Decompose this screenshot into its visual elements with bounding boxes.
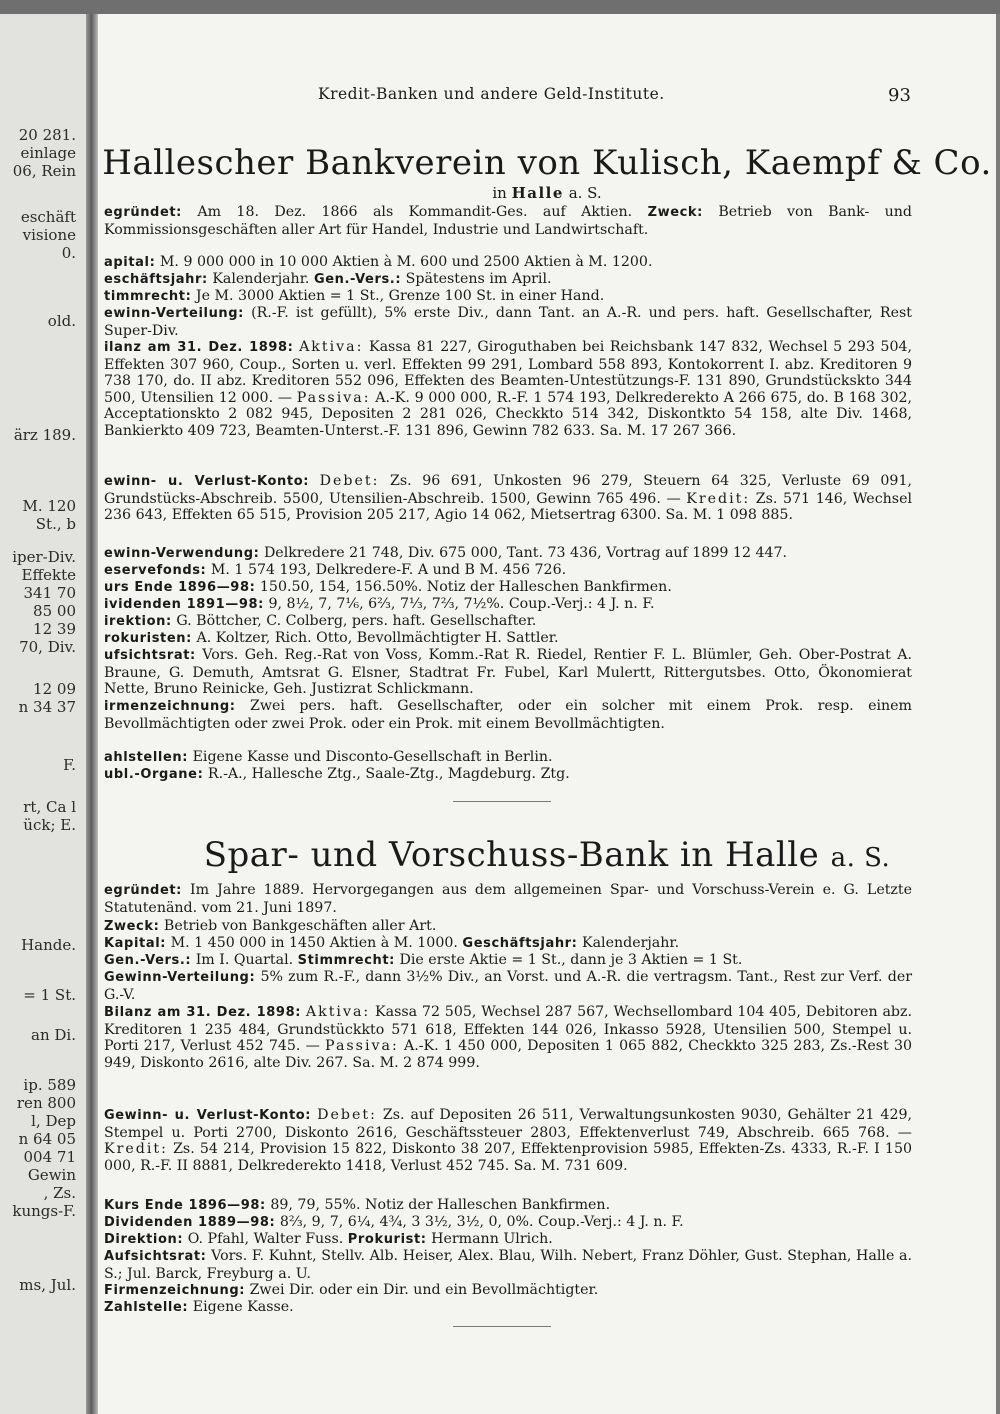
bank2-entry-balance: [104, 1004, 912, 1071]
entry-text: O. Pfahl, Walter Fuss.: [187, 1231, 344, 1247]
bank1-entry-directors: [104, 613, 912, 631]
entry-label: Bilanz am 31. Dez. 1898:: [104, 1005, 302, 1020]
entry-label: irektion:: [104, 614, 172, 629]
entry-label: urs Ende 1896—98:: [104, 580, 256, 595]
entry-label: Kurs Ende 1896—98:: [104, 1198, 266, 1213]
entry-text: 5% zum R.-F., dann 3½% Div., an Vorst. und A.-R. die vertragsm. Tant., Rest zur Verf. der G.-V.: [104, 969, 912, 1003]
entry-text: Je M. 3000 Aktien = 1 St., Grenze 100 St. in einer Hand.: [195, 288, 605, 304]
entry-text: A.-K. 9 000 000, R.-F. 1 574 193, Delkrederekto A 266 675, do. B 168 302, Acceptationskto 2 082 945, Depositen 2 281 026, Checkkto 514 342, Diskontkto 54 158, alte Div. 1468, Bankierkto 409 723, Beamten-Unterst.-F. 131 896, Gewinn 782 633. Sa. M. 17 267 366.: [104, 389, 913, 439]
entry-text: R.-A., Hallesche Ztg., Saale-Ztg., Magdeburg. Ztg.: [207, 766, 570, 782]
entry-text: (R.-F. ist gefüllt), 5% erste Div., dann Tant. an A.-R. und pers. haft. Gesellschafter, Rest Super-Div.: [104, 305, 912, 339]
aktiva-word: Aktiva:: [299, 339, 364, 355]
book-gutter: [86, 14, 98, 1414]
bank2-title-text: Spar- und Vorschuss-Bank in Halle: [203, 835, 820, 875]
entry-label: ewinn-Verteilung:: [104, 306, 244, 321]
bank1-title: Hallescher Bankverein von Kulisch, Kaempf & Co.: [102, 143, 992, 183]
bank2-entry-general-meeting: [104, 952, 912, 970]
entry-label: eservefonds:: [104, 563, 207, 578]
bank1-entry-profit-use: [104, 545, 912, 563]
entry-text: M. 1 574 193, Delkredere-F. A und B M. 456 726.: [210, 562, 567, 578]
margin-fragment: , Zs.: [43, 1184, 76, 1202]
entry-text: Kalenderjahr.: [212, 271, 310, 287]
bank1-entry-capital: [104, 254, 912, 272]
entry-label: Dividenden 1889—98:: [104, 1215, 276, 1230]
margin-fragment: St., b: [35, 515, 76, 533]
margin-fragment: n 64 05: [18, 1130, 76, 1148]
entry-text: A.-K. 1 450 000, Depositen 1 065 882, Checkkto 325 283, Zs.-Rest 30 949, Diskonto 2616, alte Div. 267. Sa. M. 2 874 999.: [104, 1038, 912, 1071]
bank2-entry-founded: [104, 882, 912, 916]
margin-fragment: Effekte: [21, 566, 76, 584]
entry-text: Zwei pers. haft. Gesellschafter, oder ein solcher mit einem Prok. resp. einem Bevollmächtigten oder zwei Prok. oder ein Prok. mit einem Bevollmächtigten.: [104, 698, 912, 732]
entry-text: Zs. 54 214, Provision 15 822, Diskonto 38 207, Effektenprovision 5985, Effekten-Zs. 4333, R.-F. I 150 000, R.-F. II 8881, Delkrederekto 1418, Verlust 452 745. Sa. M. 731 609.: [104, 1141, 913, 1174]
entry-label: apital:: [104, 255, 156, 270]
entry-label: rokuristen:: [104, 631, 192, 646]
entry-text: Zs. 96 691, Unkosten 96 279, Steuern 64 325, Verluste 69 091, Grundstücks-Abschreib. 5500, Utensilien-Abschreib. 1500, Gewinn 765 496. —: [104, 473, 912, 507]
margin-fragment: Gewin: [27, 1166, 76, 1184]
entry-label: irmenzeichnung:: [104, 699, 236, 714]
entry-text: Vors. F. Kuhnt, Stellv. Alb. Heiser, Alex. Blau, Wilh. Nebert, Franz Döhler, Gust. Stephan, Halle a. S.; Jul. Barck, Freyburg a. U.: [104, 1248, 912, 1282]
bank1-entry-supervisory-board: [104, 647, 912, 698]
page-number: 93: [888, 85, 911, 106]
entry-label: egründet:: [104, 205, 182, 220]
bank2-entry-share-price: [104, 1197, 912, 1215]
facing-page-margin: [0, 14, 86, 1414]
margin-fragment: einlage: [20, 144, 76, 162]
running-head: Kredit-Banken und andere Geld-Institute.: [318, 85, 665, 103]
bank1-entry-fiscal-year: [104, 271, 912, 289]
bank1-city-prefix: in: [492, 184, 507, 202]
entry-label: Zahlstelle:: [104, 1300, 189, 1315]
bank1-location: [98, 184, 996, 202]
margin-fragment: n 34 37: [18, 698, 76, 716]
margin-fragment: l, Dep: [31, 1112, 76, 1130]
margin-fragment: ück; E.: [23, 816, 76, 834]
entry-label: ewinn-Verwendung:: [104, 546, 260, 561]
entry-text: Zs. auf Depositen 26 511, Verwaltungsunkosten 9030, Gehälter 21 429, Stempel u. Porti 2700, Diskonto 2616, Geschäftssteuer 2803, Effektenverlust 749, Abschreib. 665 768. —: [104, 1107, 913, 1141]
margin-fragment: kungs-F.: [12, 1202, 76, 1220]
margin-fragment: ärz 189.: [13, 426, 76, 444]
entry-text: Vors. Geh. Reg.-Rat von Voss, Komm.-Rat R. Riedel, Rentier F. L. Blümler, Geh. Ober-Postrat A. Braune, G. Demuth, Amtsrat G. Elsner, Stadtrat Fr. Fubel, Karl Mulertt, Rittergutsbes. Otto, Ökonomierat Nette, Bruno Reinicke, Geh. Justizrat Schlickmann.: [104, 647, 912, 698]
entry-text: Am 18. Dez. 1866 als Kommandit-Ges. auf Aktien.: [197, 204, 633, 220]
kredit-word: Kredit:: [104, 1141, 168, 1158]
entry-text: Zwei Dir. oder ein Dir. und ein Bevollmächtigter.: [249, 1282, 599, 1298]
entry-text: Delkredere 21 748, Div. 675 000, Tant. 73 436, Vortrag auf 1899 12 447.: [263, 545, 788, 561]
entry-label: ubl.-Organe:: [104, 767, 204, 782]
entry-text: Die erste Aktie = 1 St., dann je 3 Aktien = 1 St.: [399, 952, 743, 968]
bank2-title: [98, 835, 996, 878]
scan-right-edge: [996, 14, 1000, 1414]
bank1-entry-signatures: [104, 698, 912, 732]
bank1-city: Halle: [511, 184, 564, 202]
bank2-entry-capital: [104, 935, 912, 953]
entry-label: eschäftsjahr:: [104, 272, 208, 287]
entry-text: Spätestens im April.: [405, 271, 552, 287]
margin-fragment: visione: [22, 226, 76, 244]
margin-fragment: ms, Jul.: [19, 1276, 76, 1294]
entry-text: 8⅔, 9, 7, 6¼, 4¾, 3 3½, 3½, 0, 0%. Coup.-Verj.: 4 J. n. F.: [279, 1214, 684, 1230]
kredit-word: Kredit:: [686, 490, 751, 507]
entry-text: G. Böttcher, C. Colberg, pers. haft. Gesellschafter.: [176, 613, 537, 629]
bank2-entry-purpose: [104, 918, 912, 936]
margin-fragment: an Di.: [31, 1026, 76, 1044]
margin-fragment: 0.: [61, 244, 76, 262]
entry-label: ahlstellen:: [104, 750, 189, 765]
entry-label: ividenden 1891—98:: [104, 597, 264, 612]
margin-fragment: 12 39: [33, 620, 76, 638]
margin-fragment: ren 800: [16, 1094, 76, 1112]
margin-fragment: Hande.: [21, 936, 76, 954]
entry-label: Zweck:: [647, 205, 703, 220]
entry-text: Im I. Quartal.: [195, 952, 294, 968]
entry-text: 9, 8½, 7, 7⅙, 6⅔, 7⅓, 7⅔, 7½%. Coup.-Verj.: 4 J. n. F.: [268, 596, 655, 612]
section-divider: [453, 801, 551, 802]
debet-word: Debet:: [319, 473, 380, 489]
entry-label: Zweck:: [104, 919, 160, 934]
entry-label: Firmenzeichnung:: [104, 1283, 246, 1298]
entry-label: timmrecht:: [104, 289, 192, 304]
margin-fragment: rt, Ca l: [23, 798, 76, 816]
passiva-word: Passiva:: [296, 389, 371, 406]
bank2-entry-directors: [104, 1231, 912, 1249]
margin-fragment: old.: [47, 312, 76, 330]
entry-label: ewinn- u. Verlust-Konto:: [104, 474, 310, 489]
entry-label: Stimmrecht:: [297, 953, 395, 968]
bank1-entry-founded: [104, 204, 912, 238]
margin-fragment: 12 09: [33, 680, 76, 698]
bank2-title-suffix: a. S.: [830, 843, 891, 873]
passiva-word: Passiva:: [325, 1038, 399, 1055]
margin-fragment: 20 281.: [18, 126, 76, 144]
entry-label: ilanz am 31. Dez. 1898:: [104, 340, 294, 355]
entry-text: M. 9 000 000 in 10 000 Aktien à M. 600 und 2500 Aktien à M. 1200.: [159, 254, 653, 270]
entry-label: egründet:: [104, 883, 182, 898]
margin-fragment: iper-Div.: [12, 548, 76, 566]
aktiva-word: Aktiva:: [305, 1004, 371, 1020]
page: [98, 14, 996, 1414]
margin-fragment: 341 70: [23, 584, 76, 602]
margin-fragment: eschäft: [20, 208, 76, 226]
margin-fragment: 06, Rein: [12, 162, 76, 180]
margin-fragment: F.: [63, 756, 76, 774]
bank1-entry-share-price: [104, 579, 912, 597]
bank1-entry-dividends: [104, 596, 912, 614]
bank2-entry-dividends: [104, 1214, 912, 1232]
bank1-entry-publications: [104, 766, 912, 784]
entry-text: Betrieb von Bank- und Kommissionsgeschäften aller Art für Handel, Industrie und Landwirtschaft.: [104, 204, 912, 238]
margin-fragment: = 1 St.: [23, 986, 76, 1004]
bank1-entry-procurators: [104, 630, 912, 648]
entry-label: ufsichtsrat:: [104, 648, 196, 663]
entry-label: Gewinn- u. Verlust-Konto:: [104, 1108, 312, 1123]
bank1-entry-voting: [104, 288, 912, 306]
bank2-entry-signatures: [104, 1282, 912, 1300]
entry-text: Betrieb von Bankgeschäften aller Art.: [163, 918, 437, 934]
entry-label: Aufsichtsrat:: [104, 1249, 207, 1264]
scan-top-edge: [0, 0, 1000, 14]
bank2-entry-profit-distribution: [104, 969, 912, 1003]
margin-fragment: 004 71: [23, 1148, 76, 1166]
debet-word: Debet:: [317, 1107, 377, 1123]
entry-label: Gen.-Vers.:: [313, 272, 402, 287]
entry-label: Direktion:: [104, 1232, 184, 1247]
entry-text: Kalenderjahr.: [582, 935, 680, 951]
entry-label: Gewinn-Verteilung:: [104, 970, 256, 985]
entry-text: Kassa 81 227, Giroguthaben bei Reichsbank 147 832, Wechsel 5 293 504, Effekten 307 960, Coup., Sorten u. verl. Effekten 99 291, Lombard 558 893, Kontokorrent I. abz. Kreditoren 9 738 170, do. II abz. Kreditoren 552 096, Effekten des Beamten-Untestützungs-F. 131 890, Grundstückskto 344 500, Utensilien 12 000. —: [104, 339, 913, 406]
bank1-entry-paying-agents: [104, 749, 912, 767]
entry-text: Eigene Kasse und Disconto-Gesellschaft in Berlin.: [192, 749, 553, 765]
entry-label: Gen.-Vers.:: [104, 953, 192, 968]
entry-text: Kassa 72 505, Wechsel 287 567, Wechsellombard 104 405, Debitoren abz. Kreditoren 1 235 484, Grundstückkto 571 618, Effekten 144 026, Inkasso 5928, Utensilien 500, Stempel u. Porti 217, Verlust 452 745. —: [104, 1004, 912, 1055]
entry-text: 89, 79, 55%. Notiz der Halleschen Bankfirmen.: [270, 1197, 611, 1213]
bank1-city-suffix: a. S.: [568, 184, 602, 202]
margin-fragment: 70, Div.: [19, 638, 76, 656]
bank1-entry-profit-distribution: [104, 305, 912, 339]
entry-label: Geschäftsjahr:: [462, 936, 578, 951]
bank1-entry-profit-loss: [104, 473, 912, 524]
bank1-entry-balance: [104, 339, 912, 440]
entry-text: Im Jahre 1889. Hervorgegangen aus dem allgemeinen Spar- und Vorschuss-Verein e. G. Letzte Statutenänd. vom 21. Juni 1897.: [104, 882, 912, 916]
entry-label: Kapital:: [104, 936, 167, 951]
entry-text: A. Koltzer, Rich. Otto, Bevollmächtigter H. Sattler.: [196, 630, 559, 646]
bank2-entry-profit-loss: [104, 1107, 912, 1174]
margin-fragment: ip. 589: [23, 1076, 76, 1094]
bank2-entry-supervisory-board: [104, 1248, 912, 1282]
entry-text: Zs. 571 146, Wechsel 236 643, Effekten 65 515, Provision 205 217, Agio 14 062, Mietsertrag 6300. Sa. M. 1 098 885.: [104, 490, 913, 524]
bank2-entry-paying-agent: [104, 1299, 912, 1317]
entry-label: Prokurist:: [347, 1232, 427, 1247]
margin-fragment: M. 120: [22, 497, 76, 515]
entry-text: 150.50, 154, 156.50%. Notiz der Halleschen Bankfirmen.: [259, 579, 672, 595]
entry-text: Hermann Ulrich.: [431, 1231, 553, 1247]
margin-fragment: 85 00: [33, 602, 76, 620]
entry-text: Eigene Kasse.: [192, 1299, 294, 1315]
bank1-entry-reserves: [104, 562, 912, 580]
entry-text: M. 1 450 000 in 1450 Aktien à M. 1000.: [170, 935, 458, 951]
section-divider: [453, 1326, 551, 1327]
